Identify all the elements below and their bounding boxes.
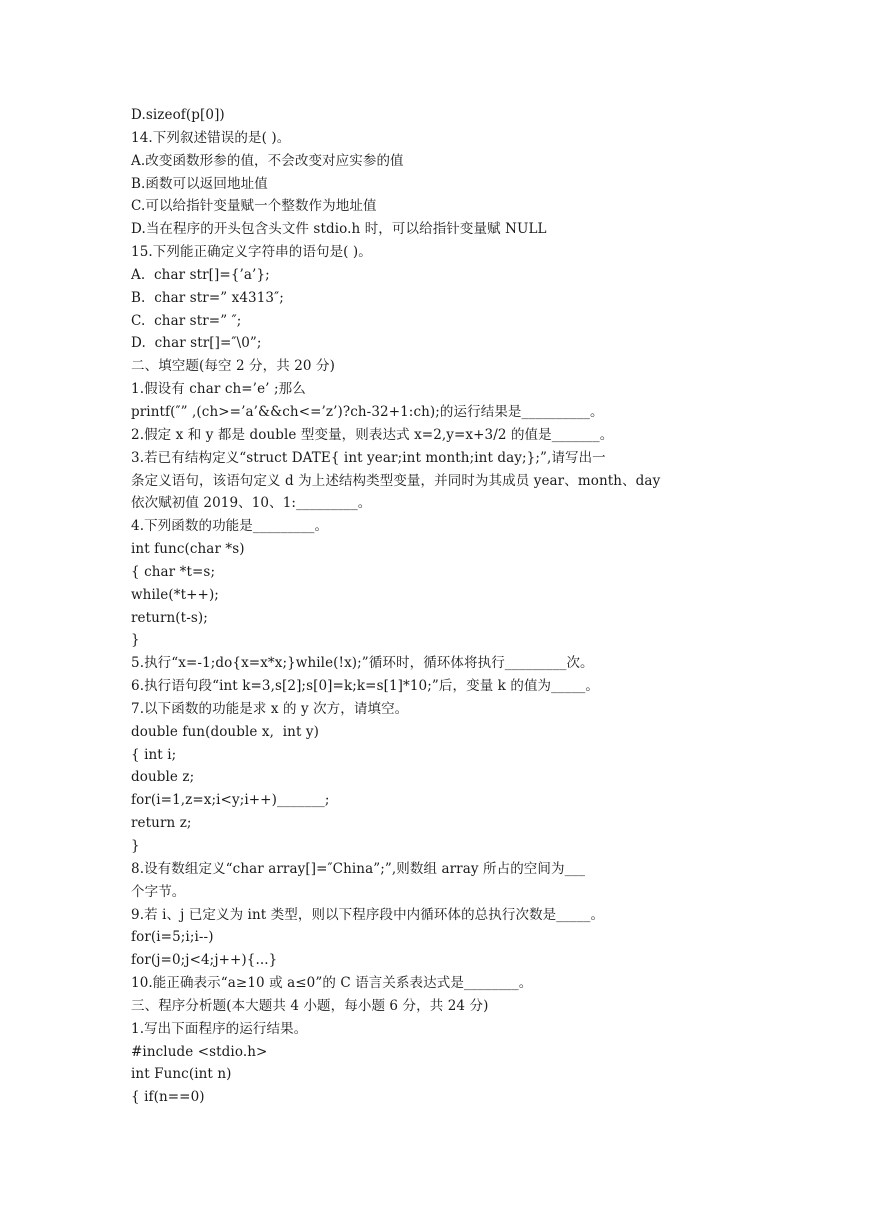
code-line: } xyxy=(131,632,140,649)
option-line: B. char str=” x4313″; xyxy=(131,289,284,306)
code-line: int Func(int n) xyxy=(131,1066,232,1083)
question-text: printf(″” ,(ch>=’a’&&ch<=’z’)?ch-32+1:ch);的运行结果是__________。 xyxy=(131,403,604,420)
code-line: for(j=0;j<4;j++){...} xyxy=(131,952,278,969)
section-heading-program-analysis: 三、程序分析题(本大题共 4 小题，每小题 6 分，共 24 分) xyxy=(131,997,489,1014)
fill-question-8: 8.设有数组定义“char array[]=″China”;”,则数组 array 所占的空间为___ xyxy=(131,860,586,877)
code-line: { char *t=s; xyxy=(131,563,216,580)
fill-question-1: 1.假设有 char ch=’e’ ;那么 xyxy=(131,381,306,398)
option-line: C. char str=” ″; xyxy=(131,312,242,329)
code-line: double z; xyxy=(131,769,195,786)
fill-question-6: 6.执行语句段“int k=3,s[2];s[0]=k;k=s[1]*10;”后，变量 k 的值为_____。 xyxy=(131,678,600,695)
analysis-question-1: 1.写出下面程序的运行结果。 xyxy=(131,1020,308,1037)
code-line: for(i=5;i;i--) xyxy=(131,929,214,946)
document-body xyxy=(131,104,731,1109)
option-line: C.可以给指针变量赋一个整数作为地址值 xyxy=(131,198,377,215)
question-text: 依次赋初值 2019、10、1:_________。 xyxy=(131,495,372,512)
code-line: #include <stdio.h> xyxy=(131,1043,268,1060)
question-text: 条定义语句，该语句定义 d 为上述结构类型变量，并同时为其成员 year、month、day xyxy=(131,472,661,489)
code-line: return z; xyxy=(131,815,192,832)
option-line: D.当在程序的开头包含头文件 stdio.h 时，可以给指针变量赋 NULL xyxy=(131,221,547,238)
code-line: double fun(double x, int y) xyxy=(131,723,319,740)
option-line: B.函数可以返回地址值 xyxy=(131,175,268,192)
section-heading-fill-in: 二、填空题(每空 2 分，共 20 分) xyxy=(131,358,335,375)
fill-question-10: 10.能正确表示“a≥10 或 a≤0”的 C 语言关系表达式是________。 xyxy=(131,975,533,992)
fill-question-5: 5.执行“x=-1;do{x=x*x;}while(!x);”循环时，循环体将执行_________次。 xyxy=(131,655,594,672)
code-line: for(i=1,z=x;i<y;i++)_______; xyxy=(131,792,330,809)
code-line: { if(n==0) xyxy=(131,1089,205,1106)
fill-question-7: 7.以下函数的功能是求 x 的 y 次方，请填空。 xyxy=(131,700,409,717)
option-line: D.sizeof(p[0]) xyxy=(131,107,225,123)
question-14: 14.下列叙述错误的是( )。 xyxy=(131,129,291,146)
code-line: int func(char *s) xyxy=(131,541,245,558)
code-line: } xyxy=(131,838,140,854)
option-line: D. char str[]=″\0”; xyxy=(131,335,262,352)
fill-question-9: 9.若 i、j 已定义为 int 类型，则以下程序段中内循环体的总执行次数是_____。 xyxy=(131,906,605,923)
question-15: 15.下列能正确定义字符串的语句是( )。 xyxy=(131,244,372,261)
question-text: 个字节。 xyxy=(131,883,186,900)
code-line: return(t-s); xyxy=(131,609,208,626)
fill-question-3: 3.若已有结构定义“struct DATE{ int year;int month;int day;};”,请写出一 xyxy=(131,449,606,466)
fill-question-4: 4.下列函数的功能是_________。 xyxy=(131,518,329,535)
option-line: A.改变函数形参的值，不会改变对应实参的值 xyxy=(131,152,404,169)
code-line: { int i; xyxy=(131,746,177,763)
fill-question-2: 2.假定 x 和 y 都是 double 型变量，则表达式 x=2,y=x+3/2 的值是_______。 xyxy=(131,426,614,443)
code-line: while(*t++); xyxy=(131,586,219,603)
option-line: A. char str[]={’a’}; xyxy=(131,266,270,283)
